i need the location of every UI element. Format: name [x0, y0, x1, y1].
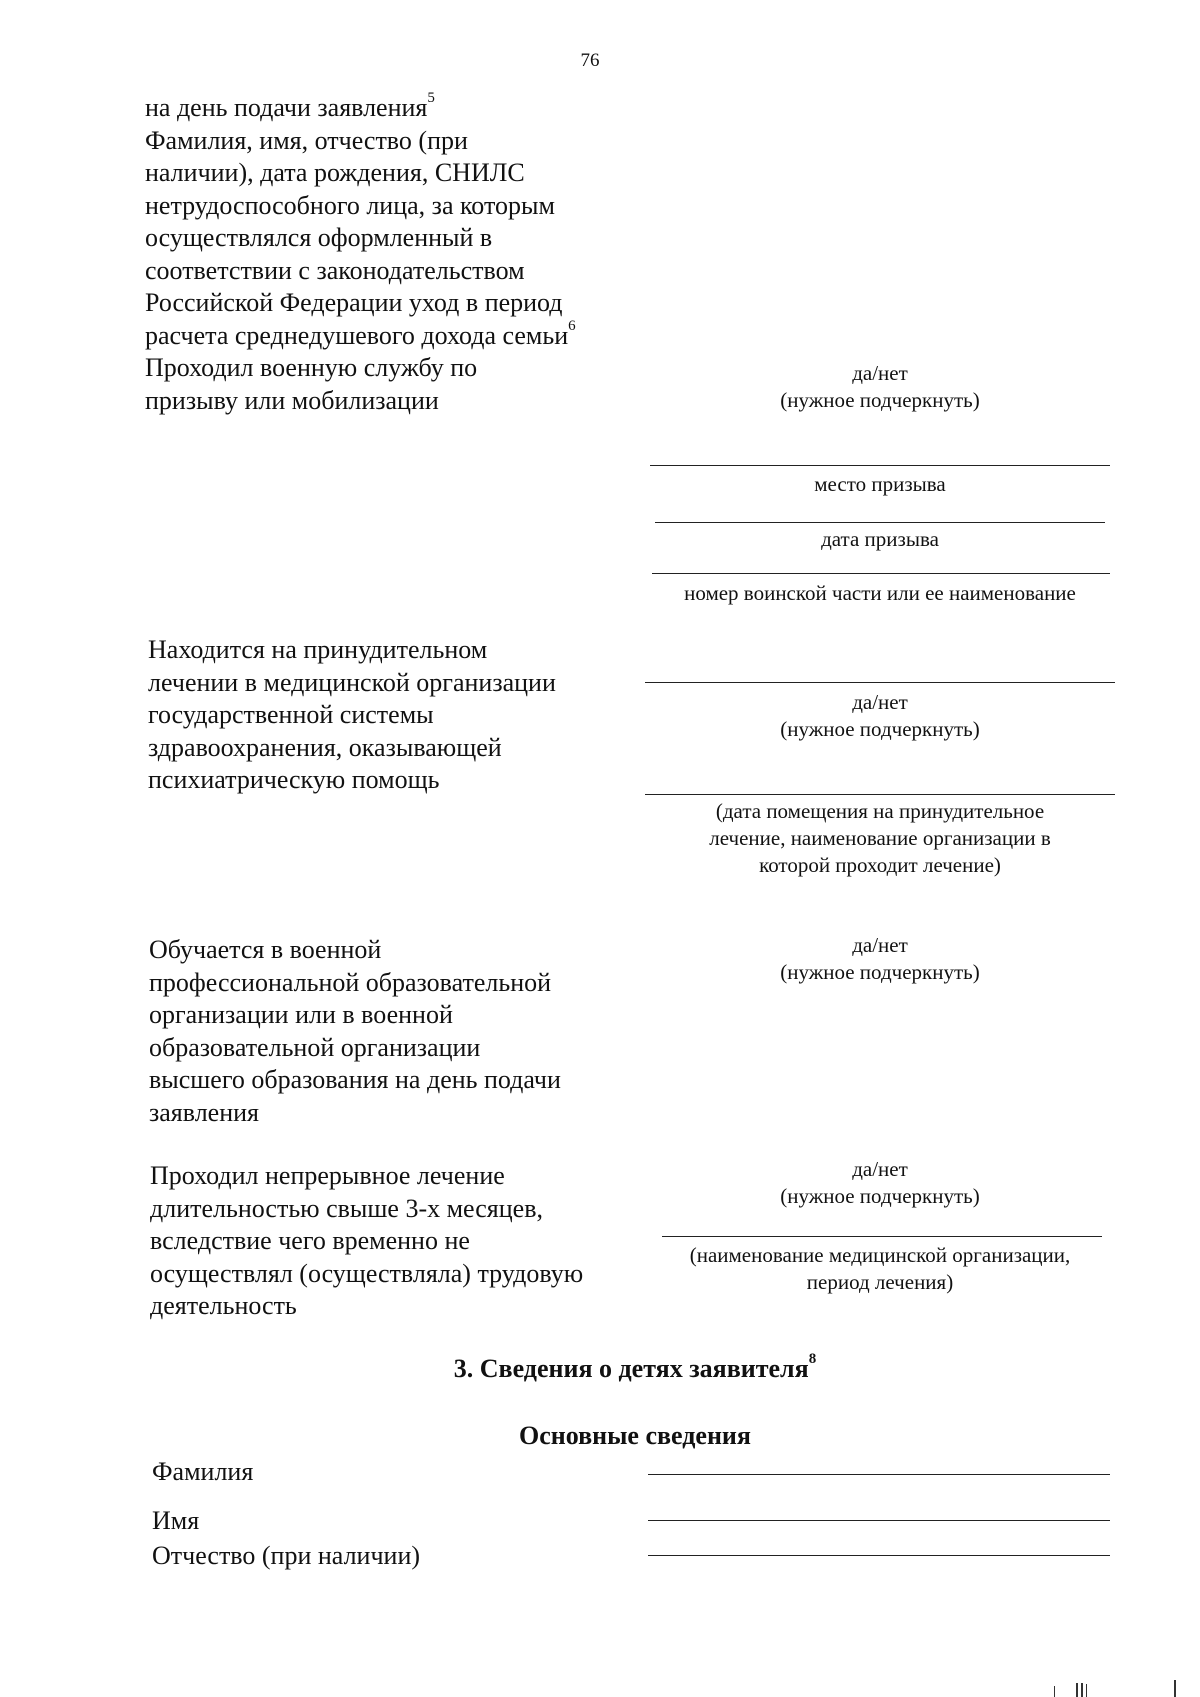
label-line: Обучается в военной — [149, 935, 382, 964]
block1-line: расчета среднедушевого дохода семьи$^6$ — [145, 317, 576, 350]
military-study-label — [149, 934, 561, 1129]
military-label: Проходил военную службу по — [145, 353, 478, 382]
compulsory-treatment-label — [148, 634, 556, 797]
surname-field-line[interactable] — [648, 1474, 1110, 1475]
patronymic-label: Отчество (при наличии) — [152, 1541, 421, 1570]
label-line: профессиональной образовательной — [149, 967, 552, 997]
yes-no-option[interactable]: да/нет — [852, 361, 908, 385]
label-line: деятельность — [150, 1291, 297, 1320]
caption-line: лечение, наименование организации в — [709, 826, 1051, 850]
label-line: организации или в военной — [149, 1000, 453, 1029]
first-name-label: Имя — [152, 1506, 200, 1535]
military-yes-no — [640, 360, 1120, 414]
military-unit-line[interactable] — [652, 573, 1110, 574]
scan-mark — [1174, 1680, 1176, 1697]
label-line: заявления — [149, 1097, 260, 1127]
label-line: высшего образования на день подачи — [149, 1065, 561, 1094]
surname-label: Фамилия — [152, 1457, 254, 1486]
block1-line: на день подачи заявления$^5$ — [145, 90, 435, 122]
military-study-yes-no — [640, 932, 1120, 986]
date-of-conscription-caption: дата призыва — [821, 527, 939, 551]
date-of-conscription-line[interactable] — [655, 522, 1105, 523]
compulsory-yes-no — [640, 689, 1120, 743]
compulsory-answer-line[interactable] — [645, 682, 1115, 683]
label-line: длительностью свыше 3-х месяцев, — [150, 1193, 543, 1223]
page-number: 76 — [580, 50, 600, 71]
underline-hint: (нужное подчеркнуть) — [780, 388, 980, 412]
underline-hint: (нужное подчеркнуть) — [780, 1184, 980, 1208]
label-line: лечении в медицинской организации — [148, 667, 556, 697]
continuous-treatment-yes-no — [640, 1156, 1120, 1210]
yes-no-option[interactable]: да/нет — [852, 690, 908, 714]
label-line: психиатрическую помощь — [148, 765, 440, 794]
place-of-conscription-line[interactable] — [650, 465, 1110, 466]
patronymic-field-line[interactable] — [648, 1555, 1110, 1556]
label-line: вследствие чего временно не — [150, 1226, 470, 1255]
label-line: Проходил непрерывное лечение — [150, 1161, 505, 1190]
footnote-8: 8 — [808, 1351, 817, 1368]
footnote-6: 6 — [568, 317, 576, 334]
label-line: Находится на принудительном — [148, 635, 488, 664]
footnote-5: 5 — [427, 90, 435, 107]
block1-line: наличии), дата рождения, СНИЛС — [145, 158, 525, 187]
treatment-details-caption — [640, 1242, 1120, 1296]
block1-line: осуществлялся оформленный в — [145, 223, 493, 252]
label-line: образовательной организации — [149, 1032, 481, 1062]
block1-text — [145, 92, 576, 417]
underline-hint: (нужное подчеркнуть) — [780, 717, 980, 741]
scan-mark — [1076, 1683, 1078, 1697]
yes-no-option[interactable]: да/нет — [852, 1157, 908, 1181]
underline-hint: (нужное подчеркнуть) — [780, 960, 980, 984]
caption-line: (дата помещения на принудительное — [715, 799, 1045, 823]
section-3-title: 3. Сведения о детях заявителя$^8$ — [453, 1351, 817, 1383]
caption-line: которой проходит лечение) — [759, 853, 1001, 877]
compulsory-details-line[interactable] — [645, 794, 1115, 795]
treatment-details-line[interactable] — [662, 1236, 1102, 1237]
yes-no-option[interactable]: да/нет — [852, 933, 908, 957]
label-line: здравоохранения, оказывающей — [148, 732, 502, 762]
first-name-field-line[interactable] — [648, 1520, 1110, 1521]
block1-line: нетрудоспособного лица, за которым — [145, 190, 555, 220]
block1-line: Российской Федерации уход в период — [145, 288, 563, 317]
scan-mark — [1081, 1683, 1083, 1697]
continuous-treatment-label — [150, 1160, 583, 1323]
caption-line: (наименование медицинской организации, — [689, 1243, 1071, 1267]
caption-line: период лечения) — [806, 1270, 954, 1294]
military-unit-caption: номер воинской части или ее наименование — [684, 581, 1076, 605]
compulsory-details-caption — [640, 798, 1120, 879]
place-of-conscription-caption: место призыва — [814, 472, 946, 496]
label-line: осуществлял (осуществляла) трудовую — [150, 1258, 584, 1288]
block1-line: соответствии с законодательством — [145, 255, 525, 285]
block1-line: Фамилия, имя, отчество (при — [145, 125, 468, 155]
section-3-subtitle: Основные сведения — [519, 1421, 751, 1450]
scan-mark — [1054, 1686, 1055, 1697]
scan-mark — [1086, 1684, 1087, 1697]
military-label: призыву или мобилизации — [145, 385, 439, 415]
label-line: государственной системы — [148, 700, 434, 729]
